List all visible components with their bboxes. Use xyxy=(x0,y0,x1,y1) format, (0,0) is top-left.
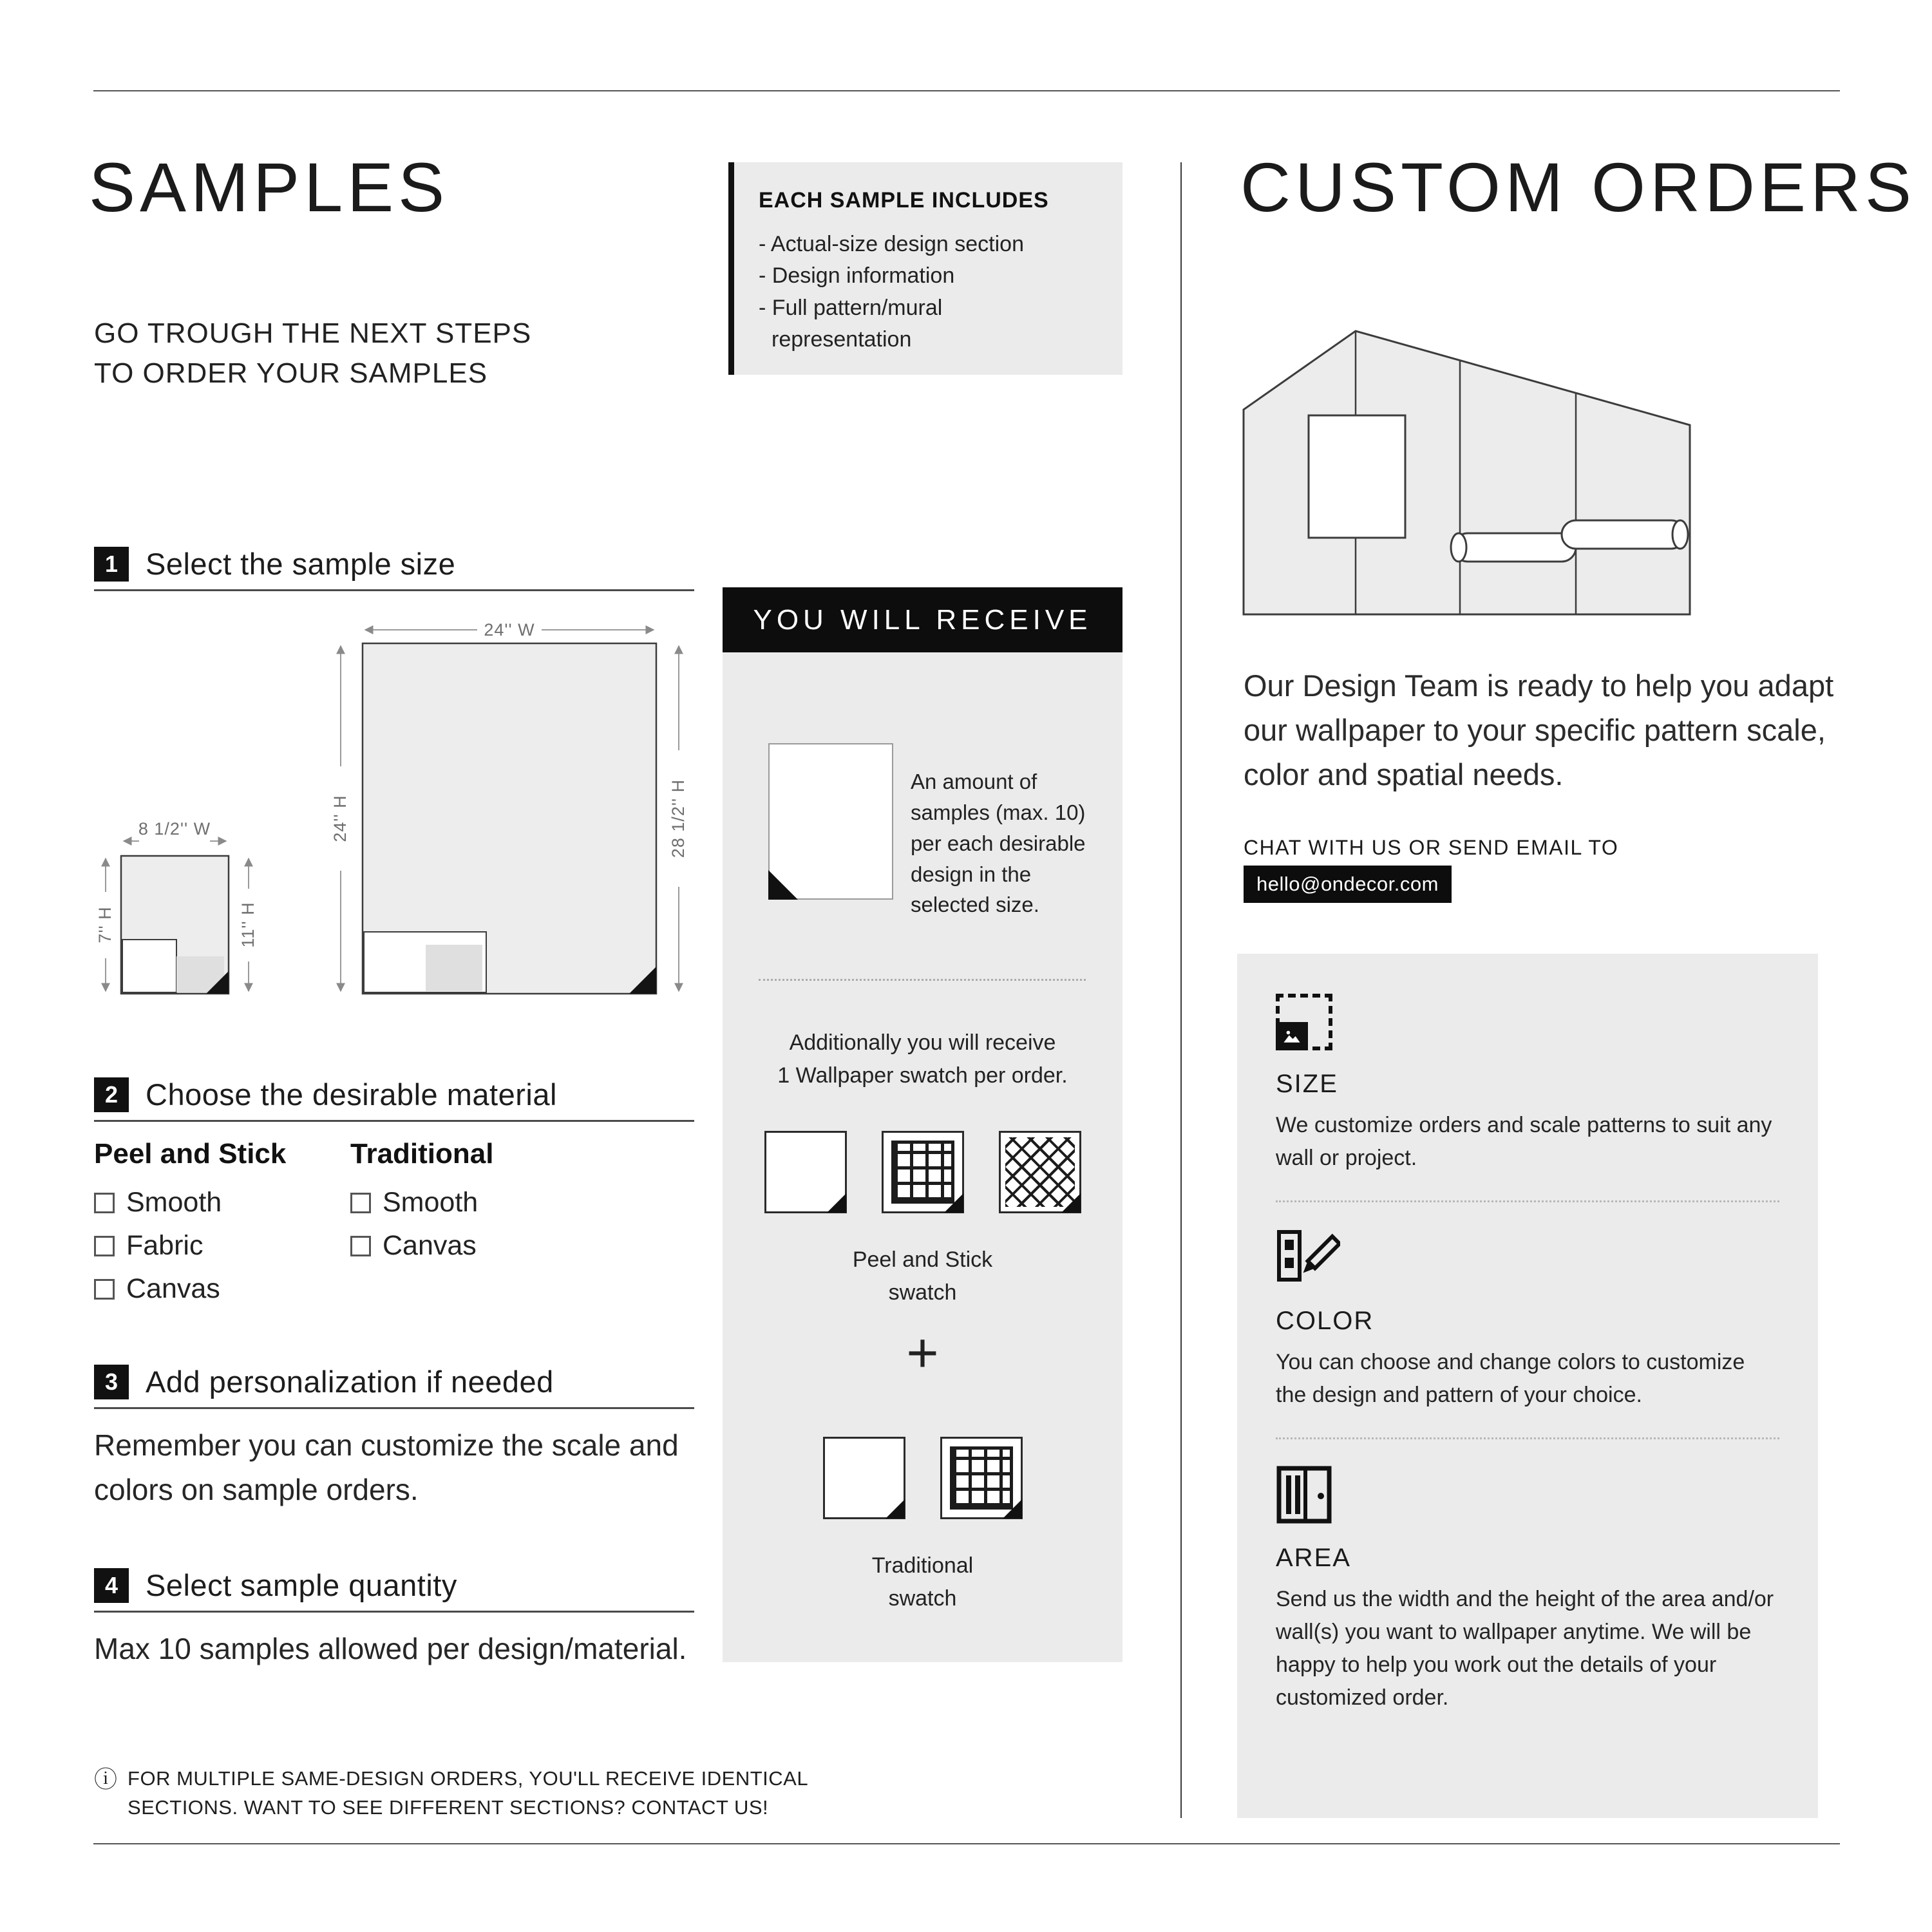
blank-swatch-icon xyxy=(764,1131,847,1213)
you-will-receive-panel xyxy=(723,587,1122,1662)
includes-box-title: EACH SAMPLE INCLUDES xyxy=(759,188,1049,213)
step-1-header xyxy=(94,546,694,591)
material-option-label: Fabric xyxy=(126,1230,204,1261)
column-divider xyxy=(1180,162,1182,1818)
material-option-label: Canvas xyxy=(383,1230,477,1261)
checkbox-icon xyxy=(94,1279,115,1300)
blank-swatch-icon xyxy=(823,1437,905,1519)
custom-orders-heading: CUSTOM ORDERS xyxy=(1240,148,1917,226)
feature-color-text: You can choose and change colors to customize the design and pattern of your choice. xyxy=(1276,1350,1745,1407)
step-2-title: Choose the desirable material xyxy=(146,1077,557,1112)
material-option-smooth xyxy=(94,1187,350,1218)
materials-section xyxy=(94,1138,493,1305)
step-1-title: Select the sample size xyxy=(146,547,456,581)
chat-with-us-label: CHAT WITH US OR SEND EMAIL TO xyxy=(1244,836,1619,859)
small-height-right-label: 11'' H xyxy=(238,902,258,948)
peel-and-stick-swatch-label xyxy=(723,1244,1122,1309)
step-4-title: Select sample quantity xyxy=(146,1568,457,1602)
material-option-smooth-traditional xyxy=(350,1187,493,1218)
step-3-description: Remember you can customize the scale and colors on sample orders. xyxy=(94,1428,679,1506)
grid-swatch-icon xyxy=(940,1437,1023,1519)
peel-and-stick-swatch-row xyxy=(723,1131,1122,1213)
material-option-label: Smooth xyxy=(126,1187,222,1218)
size-selection-icon xyxy=(1276,994,1332,1050)
large-height-right-label: 28 1/2'' H xyxy=(668,779,688,858)
top-rule xyxy=(93,90,1840,91)
feature-area-text: Send us the width and the height of the area and/or wall(s) you want to wallpaper anytime. We will be happy to help you work out the details of your customized order. xyxy=(1276,1587,1774,1710)
each-sample-includes-box xyxy=(728,162,1122,375)
grid-pattern xyxy=(891,1141,954,1204)
sample-paper-icon xyxy=(768,743,893,900)
feature-area xyxy=(1276,1465,1779,1714)
traditional-swatch-label-line2: swatch xyxy=(888,1586,957,1611)
checkbox-icon xyxy=(350,1193,371,1213)
image-thumbnail-icon xyxy=(1276,1022,1308,1050)
step-1-number-badge: 1 xyxy=(94,547,129,582)
samples-amount-text: An amount of samples (max. 10) per each desirable design in the selected size. xyxy=(911,770,1086,917)
samples-heading: SAMPLES xyxy=(89,148,450,226)
traditional-swatch-label xyxy=(723,1549,1122,1615)
feature-size-title: SIZE xyxy=(1276,1070,1338,1098)
dotted-divider xyxy=(1276,1437,1779,1439)
material-option-canvas-traditional xyxy=(350,1230,493,1262)
step-2-number-badge: 2 xyxy=(94,1077,129,1112)
traditional-title: Traditional xyxy=(350,1138,494,1170)
traditional-swatch-row xyxy=(723,1437,1122,1519)
additional-line2: 1 Wallpaper swatch per order. xyxy=(777,1063,1068,1088)
step-3-header xyxy=(94,1364,694,1409)
dotted-divider xyxy=(1276,1200,1779,1202)
bottom-rule xyxy=(93,1843,1840,1844)
checkbox-icon xyxy=(350,1236,371,1256)
wall-frame xyxy=(1309,415,1405,538)
peel-swatch-label-line1: Peel and Stick xyxy=(852,1247,993,1272)
samples-intro xyxy=(94,314,531,394)
step-3-title: Add personalization if needed xyxy=(146,1365,554,1399)
additional-swatch-text xyxy=(723,1027,1122,1092)
includes-item: - Full pattern/mural xyxy=(759,295,943,320)
dashed-divider xyxy=(759,979,1086,981)
crosshatch-pattern xyxy=(1005,1137,1075,1207)
peel-and-stick-column xyxy=(94,1138,350,1305)
house-wallpaper-illustration xyxy=(1241,328,1696,621)
checkbox-icon xyxy=(94,1193,115,1213)
footnote-line1: FOR MULTIPLE SAME-DESIGN ORDERS, YOU'LL RECEIVE IDENTICAL xyxy=(128,1767,809,1790)
samples-intro-line2: TO ORDER YOUR SAMPLES xyxy=(94,357,488,390)
plus-sign: + xyxy=(906,1322,939,1384)
step-4-description: Max 10 samples allowed per design/material. xyxy=(94,1632,687,1665)
small-width-label: 8 1/2'' W xyxy=(138,819,211,838)
wallpaper-roll-icon xyxy=(1451,533,1576,562)
step-4-header xyxy=(94,1567,694,1613)
you-will-receive-header: YOU WILL RECEIVE xyxy=(723,587,1122,652)
includes-item: - Actual-size design section xyxy=(759,232,1024,256)
wallpaper-roll-icon xyxy=(1562,520,1688,549)
traditional-column xyxy=(350,1138,493,1305)
feature-size-text: We customize orders and scale patterns to suit any wall or project. xyxy=(1276,1113,1772,1170)
custom-features-panel xyxy=(1237,954,1818,1818)
footnote xyxy=(94,1765,808,1823)
grid-swatch-icon xyxy=(882,1131,964,1213)
large-sample-sheet xyxy=(363,643,656,994)
step-3-number-badge: 3 xyxy=(94,1365,129,1399)
color-swatches-icon xyxy=(1276,1228,1340,1287)
checkbox-icon xyxy=(94,1236,115,1256)
material-option-label: Smooth xyxy=(383,1187,478,1218)
door-area-icon xyxy=(1276,1465,1332,1524)
material-option-fabric xyxy=(94,1230,350,1262)
footnote-text xyxy=(128,1765,808,1823)
feature-size xyxy=(1276,994,1779,1175)
small-sample-sheet xyxy=(121,856,229,994)
peel-swatch-label-line2: swatch xyxy=(888,1280,957,1305)
step-4-number-badge: 4 xyxy=(94,1568,129,1603)
custom-orders-intro: Our Design Team is ready to help you adapt our wallpaper to your specific pattern scale, color and spatial needs. xyxy=(1244,668,1834,792)
traditional-swatch-label-line1: Traditional xyxy=(871,1553,974,1578)
crosshatch-swatch-icon xyxy=(999,1131,1081,1213)
sample-size-diagram xyxy=(94,605,702,1005)
material-option-label: Canvas xyxy=(126,1273,220,1304)
feature-color-title: COLOR xyxy=(1276,1307,1374,1335)
additional-line1: Additionally you will receive xyxy=(789,1030,1056,1055)
feature-area-title: AREA xyxy=(1276,1544,1351,1572)
samples-intro-line1: GO TROUGH THE NEXT STEPS xyxy=(94,317,532,349)
large-width-label: 24'' W xyxy=(484,620,535,639)
step-2-header xyxy=(94,1077,694,1122)
small-height-left-label: 7'' H xyxy=(95,906,115,943)
feature-color xyxy=(1276,1228,1779,1412)
info-icon: ⓘ xyxy=(94,1766,118,1792)
grid-pattern xyxy=(950,1446,1013,1510)
large-height-left-label: 24'' H xyxy=(330,795,350,842)
includes-item: representation xyxy=(772,327,912,352)
footnote-line2: SECTIONS. WANT TO SEE DIFFERENT SECTIONS? CONTACT US! xyxy=(128,1795,769,1819)
material-option-canvas xyxy=(94,1273,350,1305)
email-badge: hello@ondecor.com xyxy=(1244,866,1452,903)
includes-item: - Design information xyxy=(759,263,955,289)
peel-and-stick-title: Peel and Stick xyxy=(94,1138,287,1170)
